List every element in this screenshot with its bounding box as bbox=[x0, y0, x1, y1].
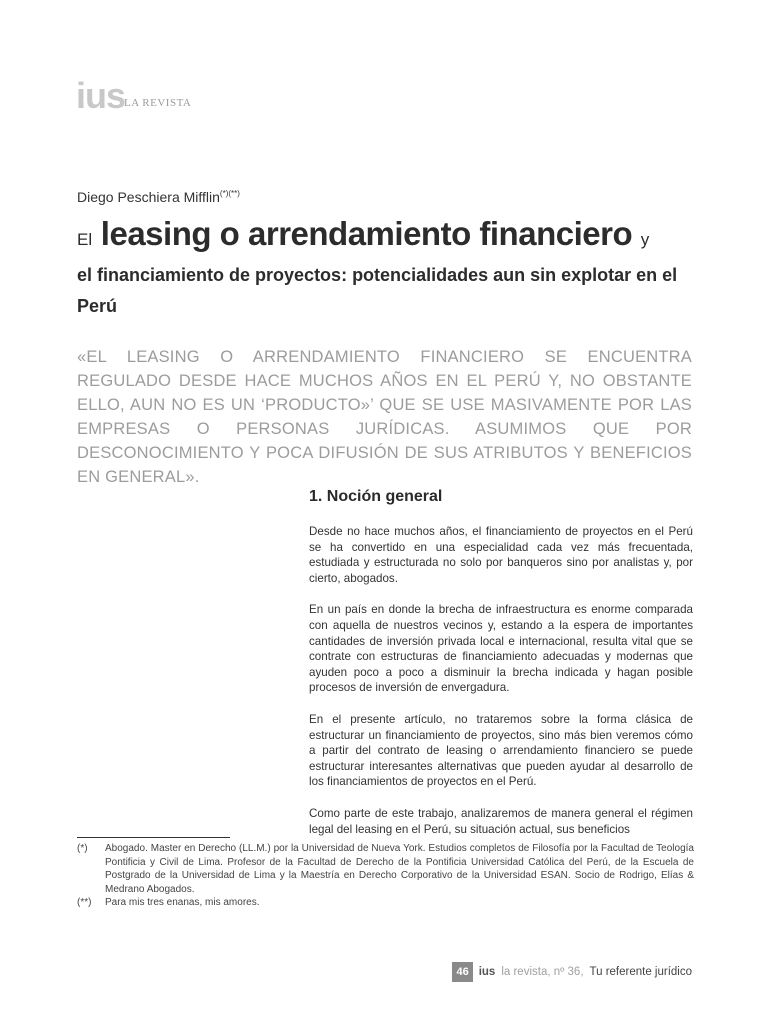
section-nocion-general bbox=[309, 488, 693, 853]
footnote-text: Abogado. Master en Derecho (LL.M.) por la Universidad de Nueva York. Estudios completos de Filosofía por la Facultad de Teología Pontificia y Civil de Lima. Profesor de la Facultad de Derecho de la Pontificia Universidad Católica del Perú, de la Escuela de Postgrado de la Universidad de Lima y la Maestría en Derecho Corporativo de la Universidad ESAN. Socio de Rodrigo, Elías & Medrano Abogados. bbox=[105, 843, 694, 895]
footnote bbox=[77, 896, 694, 910]
footer-tagline: Tu referente jurídico bbox=[589, 966, 692, 978]
body-paragraph: En un país en donde la brecha de infraestructura es enorme comparada con aquella de nuestros vecinos y, estando a la espera de importantes cantidades de inversión privada local e internacional, resulta vital que se contrate con estructuras de financiamiento adecuadas y modernas que ayuden poco a poco a disminuir la brecha indicada y hagan posible procesos de inversión de envergadura. bbox=[309, 603, 693, 695]
lead-quote: «EL LEASING O ARRENDAMIENTO FINANCIERO SE ENCUENTRA REGULADO DESDE HACE MUCHOS AÑOS EN EL PERÚ Y, NO OBSTANTE ELLO, AUN NO ES UN ‘PRODUCTO»’ QUE SE USE MASIVAMENTE POR LAS EMPRESAS O PERSONAS JURÍDICAS. ASUMIMOS QUE POR DESCONOCIMIENTO Y POCA DIFUSIÓN DE SUS ATRIBUTOS Y BENEFICIOS EN GENERAL». bbox=[77, 348, 692, 486]
body-paragraph: En el presente artículo, no trataremos sobre la forma clásica de estructurar un financiamiento de proyectos, sino más bien veremos cómo a partir del contrato de leasing o arrendamiento financiero se puede estructurar interesantes alternativas que pueden ayudar al desarrollo de los financiamientos de proyectos en el Perú. bbox=[309, 712, 693, 789]
footnote-mark: (*) bbox=[77, 843, 88, 854]
section-heading: 1. Noción general bbox=[309, 488, 443, 505]
page-footer bbox=[452, 961, 692, 983]
page-number: 46 bbox=[452, 962, 472, 982]
article-author bbox=[77, 189, 240, 205]
ius-logo: ius bbox=[76, 75, 126, 116]
footer-magazine: la revista, nº 36, bbox=[501, 966, 584, 978]
footnote-text: Para mis tres enanas, mis amores. bbox=[105, 897, 260, 908]
masthead-subtitle: LA REVISTA bbox=[124, 97, 192, 109]
footnotes bbox=[77, 842, 694, 910]
title-rest: el financiamiento de proyectos: potencialidades aun sin explotar en el Perú bbox=[77, 265, 678, 316]
author-footnote-marks: (*)(**) bbox=[219, 189, 240, 198]
title-main: leasing o arrendamiento financiero bbox=[100, 215, 633, 252]
body-paragraph: Como parte de este trabajo, analizaremos de manera general el régimen legal del leasing en el Perú, su situación actual, sus beneficios bbox=[309, 806, 693, 836]
title-prefix: El bbox=[77, 230, 93, 249]
body-paragraph: Desde no hace muchos años, el financiamiento de proyectos en el Perú se ha convertido en una especialidad cada vez más frecuentada, estudiada y estructurada no solo por banqueros sino por analistas y, por cierto, abogados. bbox=[309, 525, 693, 585]
title-suffix: y bbox=[640, 230, 650, 249]
author-name: Diego Peschiera Mifflin bbox=[77, 189, 220, 205]
article-title bbox=[77, 212, 717, 322]
footer-ius: ius bbox=[478, 966, 496, 978]
footnote-divider bbox=[77, 837, 230, 838]
footnote bbox=[77, 842, 694, 896]
footnote-mark: (**) bbox=[77, 897, 92, 908]
